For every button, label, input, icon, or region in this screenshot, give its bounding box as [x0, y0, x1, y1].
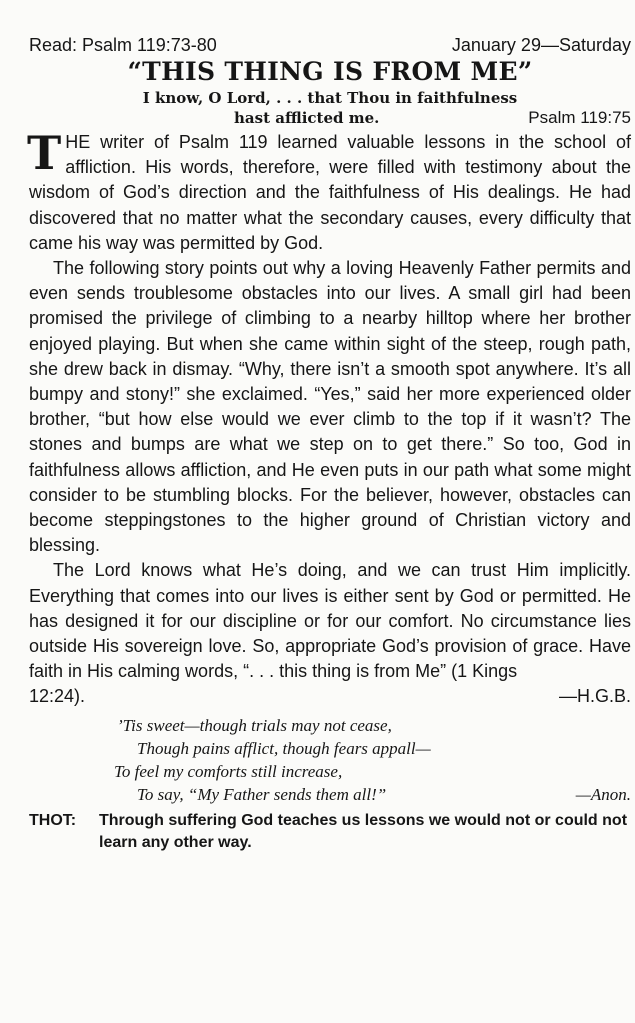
- poem-line-3: To feel my comforts still increase,: [114, 761, 343, 781]
- poem-line-4: To say, “My Father sends them all!”: [137, 784, 387, 804]
- key-verse-line-1: I know, O Lord, . . . that Thou in faithfulness: [142, 89, 518, 107]
- paragraph-3: The Lord knows what He’s doing, and we can trust Him implicitly. Everything that comes into our lives is either sent by God or permitted. He has designed it for our discipline or for our comfort. No circumstance lies outside His sovereign love. So, appropriate God’s provision of grace. Have faith in His calming words, “. . . this thing is from Me” (1 Kings: [29, 560, 631, 682]
- scripture-reading: Read: Psalm 119:73-80: [29, 35, 217, 55]
- key-verse-line-2: hast afflicted me.: [234, 109, 380, 127]
- poem-line-4-row: [29, 783, 631, 806]
- paragraph-1-text: HE writer of Psalm 119 learned valuable lessons in the school of affliction. His words, therefore, were filled with testimony about the wisdom of God’s direction and the faithfulness of His dealings. He had discovered that no matter what the secondary causes, every difficulty that came his way was permitted by God.: [29, 132, 631, 253]
- date-label: January 29—Saturday: [451, 35, 631, 55]
- poem-line-2: Though pains afflict, though fears appall—: [137, 738, 431, 758]
- key-verse-line-2-row: [29, 108, 631, 130]
- devotional-page: [29, 34, 631, 854]
- paragraph-1: [27, 126, 631, 256]
- thot-label: THOT:: [29, 811, 77, 829]
- paragraph-2: The following story points out why a loving Heavenly Father permits and even sends troublesome obstacles into our lives. A small girl had been promised the privilege of climbing to a nearby hilltop where her brother enjoyed playing. But when she came within sight of the steep, rough path, she drew back in dismay. “Why, there isn’t a smooth spot anywhere. It’s all bumpy and stony!” she exclaimed. “Yes,” said her more experienced older brother, “but how else would we ever climb to the top if it wasn’t? The stones and bumps are what we step on to get there.” So too, God in faithfulness allows affliction, and He even puts in our path what some might consider to be stumbling blocks. For the believer, however, obstacles can become steppingstones to the higher ground of Christian victory and blessing.: [29, 258, 631, 556]
- paragraph-3-end-row: [29, 684, 631, 709]
- thot-text: Through suffering God teaches us lessons we would not or could not learn any other way.: [99, 811, 628, 851]
- page-title: “THIS THING IS FROM ME”: [127, 57, 533, 86]
- poem-line-1: ’Tis sweet—though trials may not cease,: [117, 715, 392, 735]
- paragraph-3-end: 12:24).: [29, 686, 86, 707]
- author-signature: —H.G.B.: [558, 686, 631, 707]
- key-verse-reference: Psalm 119:75: [528, 108, 631, 127]
- drop-cap: T: [27, 126, 62, 180]
- header: [29, 34, 631, 56]
- poem-attribution: —Anon.: [575, 784, 631, 804]
- thought-for-the-day: [29, 810, 631, 854]
- poem: [29, 714, 631, 806]
- devotional-body: [27, 126, 631, 710]
